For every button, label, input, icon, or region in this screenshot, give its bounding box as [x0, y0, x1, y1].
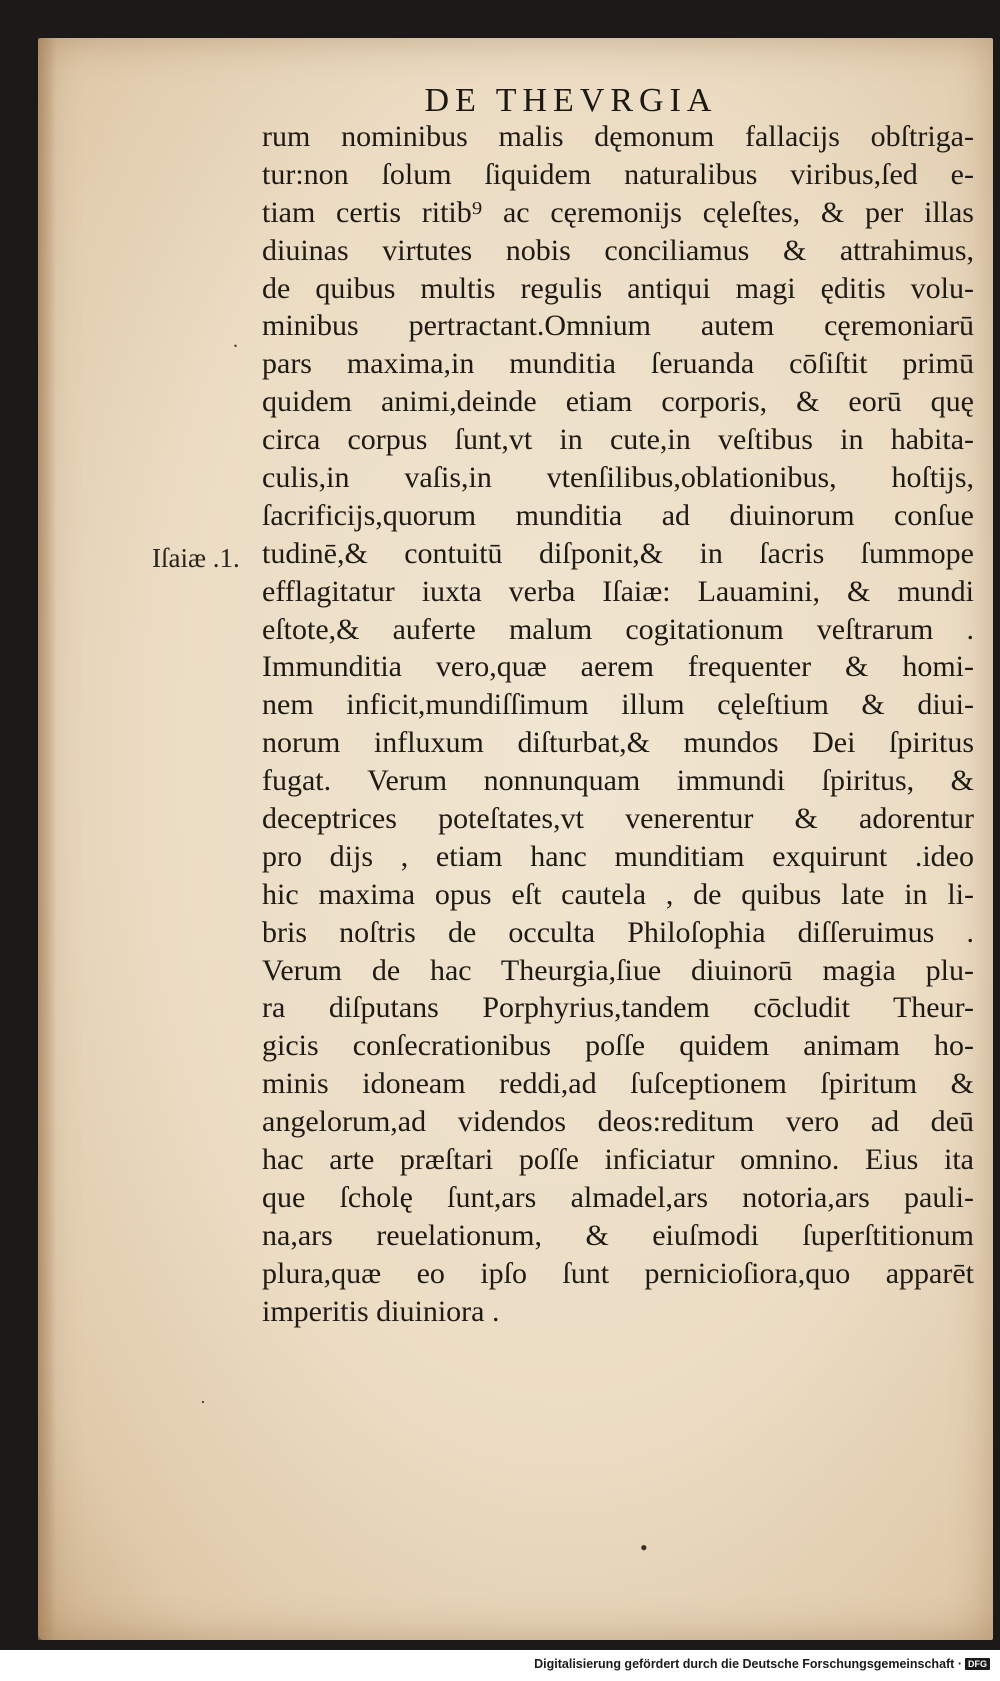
text-line: hac arte præſtari poſſe inficiatur omnino. Eius ita	[262, 1143, 974, 1177]
ink-mark: •	[640, 1535, 648, 1560]
text-line: Immunditia vero,quæ aerem frequenter & homi-	[262, 650, 974, 684]
text-line: plura,quæ eo ipſo ſunt pernicioſiora,quo apparēt	[262, 1256, 974, 1290]
text-line: culis,in vaſis,in vtenſilibus,oblationibus, hoſtijs,	[262, 461, 974, 495]
page-edge-stain	[38, 38, 56, 1640]
text-line: norum influxum diſturbat,& mundos Dei ſpiritus	[262, 726, 974, 760]
text-line: ſacrificijs,quorum munditia ad diuinorum conſue	[262, 498, 974, 532]
running-head: DE THEVRGIA	[424, 82, 718, 119]
text-line: hic maxima opus eſt cautela , de quibus late in li-	[262, 877, 974, 911]
text-line: angelorum,ad videndos deos:reditum vero ad deū	[262, 1105, 974, 1139]
credit-text: Digitalisierung gefördert durch die Deutsche Forschungsgemeinschaft ·	[534, 1657, 962, 1671]
ink-mark: .	[233, 330, 238, 352]
text-line: gicis conſecrationibus poſſe quidem animam ho-	[262, 1029, 974, 1063]
text-line: quidem animi,deinde etiam corporis, & eorū quę	[262, 385, 974, 419]
text-line: fugat. Verum nonnunquam immundi ſpiritus, &	[262, 764, 974, 798]
text-line: nem inficit,mundiſſimum illum cęleſtium & diui-	[262, 688, 974, 722]
text-line: circa corpus ſunt,vt in cute,in veſtibus in habita-	[262, 423, 974, 457]
digitization-credit	[534, 1657, 990, 1671]
margin-note: Iſaiæ .1.	[152, 543, 240, 573]
body-text	[262, 118, 974, 1331]
text-line: minibus pertractant.Omnium autem cęremoniarū	[262, 309, 974, 343]
text-line: Verum de hac Theurgia,ſiue diuinorū magia plu-	[262, 953, 974, 987]
text-line: tur:non ſolum ſiquidem naturalibus viribus,ſed e-	[262, 157, 974, 191]
text-line: bris noſtris de occulta Philoſophia diſſeruimus .	[262, 915, 974, 949]
text-line: pars maxima,in munditia ſeruanda cōſiſtit primū	[262, 347, 974, 381]
text-line: deceptrices poteſtates,vt venerentur & adorentur	[262, 802, 974, 836]
text-line: tiam certis ritib⁹ ac cęremonijs cęleſtes, & per illas	[262, 195, 974, 229]
text-line: tudinē,& contuitū diſponit,& in ſacris ſummope	[262, 536, 974, 570]
text-line: na,ars reuelationum, & eiuſmodi ſuperſtitionum	[262, 1218, 974, 1252]
ink-mark: ·	[200, 1392, 206, 1412]
text-line: pro dijs , etiam hanc munditiam exquirunt .ideo	[262, 839, 974, 873]
text-line: ra diſputans Porphyrius,tandem cōcludit Theur-	[262, 991, 974, 1025]
text-line: que ſcholę ſunt,ars almadel,ars notoria,ars pauli-	[262, 1180, 974, 1214]
text-line: de quibus multis regulis antiqui magi ęditis volu-	[262, 271, 974, 305]
dfg-logo: DFG	[965, 1658, 990, 1670]
text-line: efflagitatur iuxta verba Iſaiæ: Lauamini, & mundi	[262, 574, 974, 608]
text-line: imperitis diuiniora .	[262, 1294, 500, 1328]
text-line: rum nominibus malis dęmonum fallacijs obſtriga-	[262, 120, 974, 153]
text-line: minis idoneam reddi,ad ſuſceptionem ſpiritum &	[262, 1067, 974, 1101]
text-line: eſtote,& auferte malum cogitationum veſtrarum .	[262, 612, 974, 646]
text-line: diuinas virtutes nobis conciliamus & attrahimus,	[262, 233, 974, 267]
